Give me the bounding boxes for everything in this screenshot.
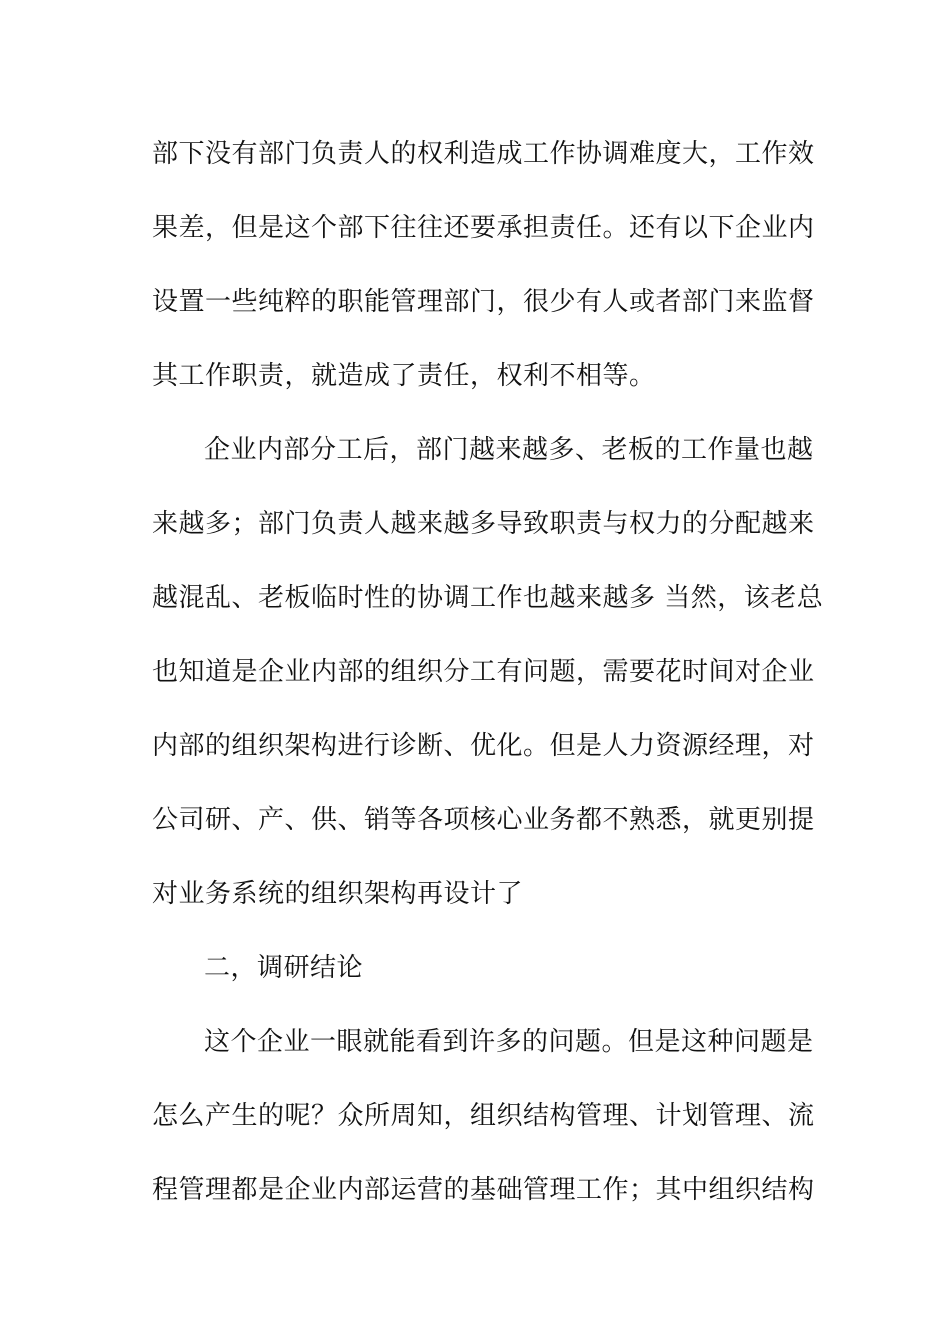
text-line: 设置一些纯粹的职能管理部门，很少有人或者部门来监督 (152, 287, 815, 317)
text-line: 怎么产生的呢？众所周知，组织结构管理、计划管理、流 (152, 1101, 815, 1131)
paragraph-first-line: 这个企业一眼就能看到许多的问题。但是这种问题是 (204, 1027, 814, 1057)
section-heading: 二，调研结论 (204, 953, 364, 983)
text-line: 公司研、产、供、销等各项核心业务都不熟悉，就更别提 (152, 805, 815, 835)
text-line: 来越多；部门负责人越来越多导致职责与权力的分配越来 (152, 509, 815, 539)
document-body (152, 127, 824, 1237)
text-line: 其工作职责，就造成了责任，权利不相等。 (152, 361, 656, 391)
text-line: 对业务系统的组织架构再设计了 (152, 879, 524, 909)
text-line: 也知道是企业内部的组织分工有问题，需要花时间对企业 (152, 657, 815, 687)
text-line: 果差，但是这个部下往往还要承担责任。还有以下企业内 (152, 213, 815, 243)
text-line: 部下没有部门负责人的权利造成工作协调难度大，工作效 (152, 139, 815, 169)
text-line: 程管理都是企业内部运营的基础管理工作；其中组织结构 (152, 1175, 815, 1205)
text-line: 越混乱、老板临时性的协调工作也越来越多 当然，该老总 (152, 583, 824, 613)
paragraph-first-line: 企业内部分工后，部门越来越多、老板的工作量也越 (204, 435, 814, 465)
text-line: 内部的组织架构进行诊断、优化。但是人力资源经理，对 (152, 731, 815, 761)
